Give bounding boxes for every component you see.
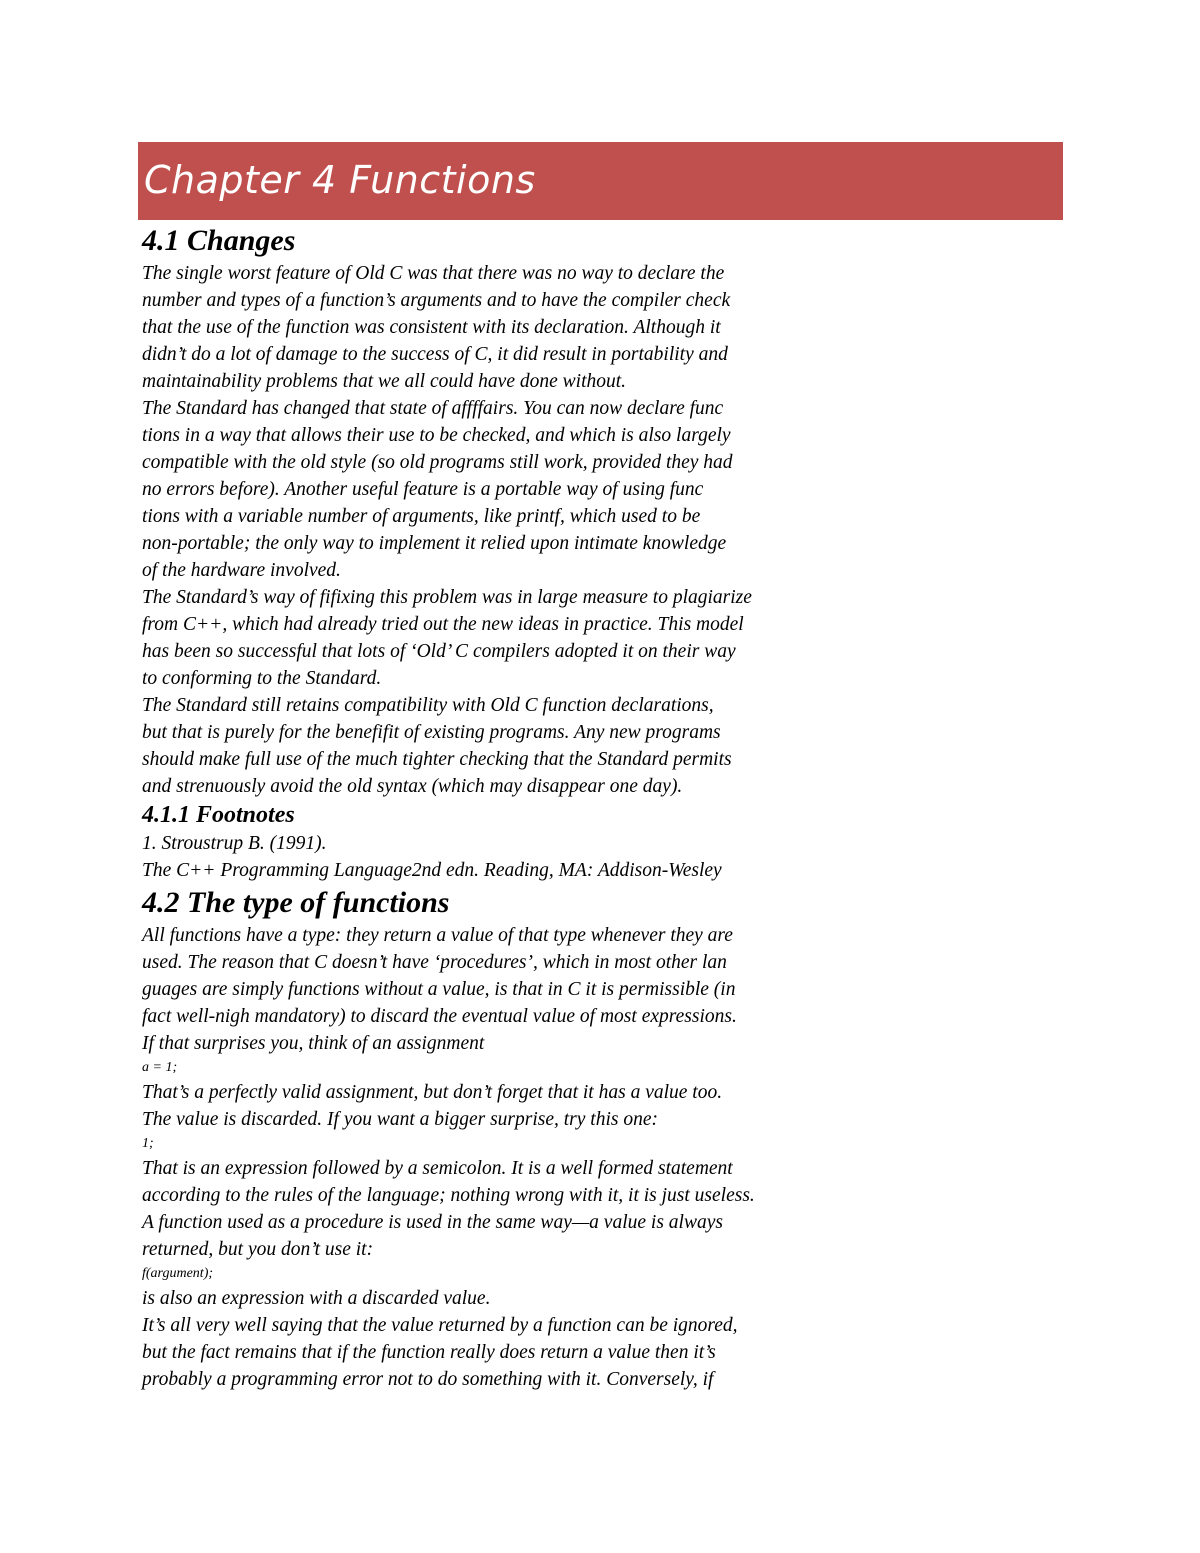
text-line: but the fact remains that if the function really does return a value then it’s [142, 1342, 716, 1363]
section-heading-4-1-1: 4.1.1 Footnotes [142, 802, 295, 828]
text-line: The single worst feature of Old C was that there was no way to declare the [142, 263, 725, 284]
text-line: A function used as a procedure is used in the same way—a value is always [142, 1212, 723, 1233]
text-line: probably a programming error not to do something with it. Conversely, if [142, 1369, 714, 1390]
page-body [142, 222, 1042, 1393]
chapter-header-bar [138, 142, 1063, 220]
text-line: compatible with the old style (so old programs still work, provided they had [142, 452, 733, 473]
text-line: fact well-nigh mandatory) to discard the eventual value of most expressions. [142, 1006, 737, 1027]
text-line: tions with a variable number of arguments, like printf, which used to be [142, 506, 701, 527]
text-line: no errors before). Another useful feature is a portable way of using func [142, 479, 704, 500]
text-line: That is an expression followed by a semicolon. It is a well formed statement [142, 1158, 733, 1179]
text-line: but that is purely for the benefifit of existing programs. Any new programs [142, 722, 721, 743]
text-line: tions in a way that allows their use to be checked, and which is also largely [142, 425, 731, 446]
text-line: and strenuously avoid the old syntax (which may disappear one day). [142, 776, 683, 797]
text-line: to conforming to the Standard. [142, 668, 382, 689]
text-line: that the use of the function was consistent with its declaration. Although it [142, 317, 721, 338]
text-line: number and types of a function’s arguments and to have the compiler check [142, 290, 731, 311]
section-heading-4-1: 4.1 Changes [142, 224, 296, 257]
footnotes [142, 830, 1042, 884]
text-line: of the hardware involved. [142, 560, 341, 581]
text-line: should make full use of the much tighter checking that the Standard permits [142, 749, 732, 770]
code-line: a = 1; [142, 1060, 178, 1075]
code-line: 1; [142, 1136, 154, 1151]
section-4-1-text [142, 260, 1042, 800]
text-line: All functions have a type: they return a value of that type whenever they are [142, 925, 733, 946]
text-line: It’s all very well saying that the value returned by a function can be ignored, [142, 1315, 738, 1336]
footnote-line: The C++ Programming Language2nd edn. Reading, MA: Addison-Wesley [142, 860, 722, 881]
text-line: is also an expression with a discarded value. [142, 1288, 491, 1309]
chapter-title: Chapter 4 Functions [144, 158, 536, 202]
text-line: according to the rules of the language; nothing wrong with it, it is just useless. [142, 1185, 755, 1206]
text-line: used. The reason that C doesn’t have ‘procedures’, which in most other lan [142, 952, 727, 973]
text-line: non-portable; the only way to implement it relied upon intimate knowledge [142, 533, 727, 554]
text-line: returned, but you don’t use it: [142, 1239, 374, 1260]
text-line: The Standard’s way of fifixing this problem was in large measure to plagiarize [142, 587, 752, 608]
text-line: The Standard has changed that state of affffairs. You can now declare func [142, 398, 724, 419]
text-line: The Standard still retains compatibility with Old C function declarations, [142, 695, 714, 716]
text-line: maintainability problems that we all could have done without. [142, 371, 627, 392]
text-line: The value is discarded. If you want a bigger surprise, try this one: [142, 1109, 658, 1130]
text-line: from C++, which had already tried out the new ideas in practice. This model [142, 614, 744, 635]
code-line: f(argument); [142, 1266, 214, 1281]
text-line: If that surprises you, think of an assignment [142, 1033, 485, 1054]
footnote-line: 1. Stroustrup B. (1991). [142, 833, 327, 854]
section-heading-4-2: 4.2 The type of functions [142, 886, 450, 919]
text-line: guages are simply functions without a value, is that in C it is permissible (in [142, 979, 736, 1000]
text-line: has been so successful that lots of ‘Old’ C compilers adopted it on their way [142, 641, 736, 662]
text-line: didn’t do a lot of damage to the success of C, it did result in portability and [142, 344, 728, 365]
section-4-2-text [142, 922, 1042, 1393]
text-line: That’s a perfectly valid assignment, but don’t forget that it has a value too. [142, 1082, 723, 1103]
